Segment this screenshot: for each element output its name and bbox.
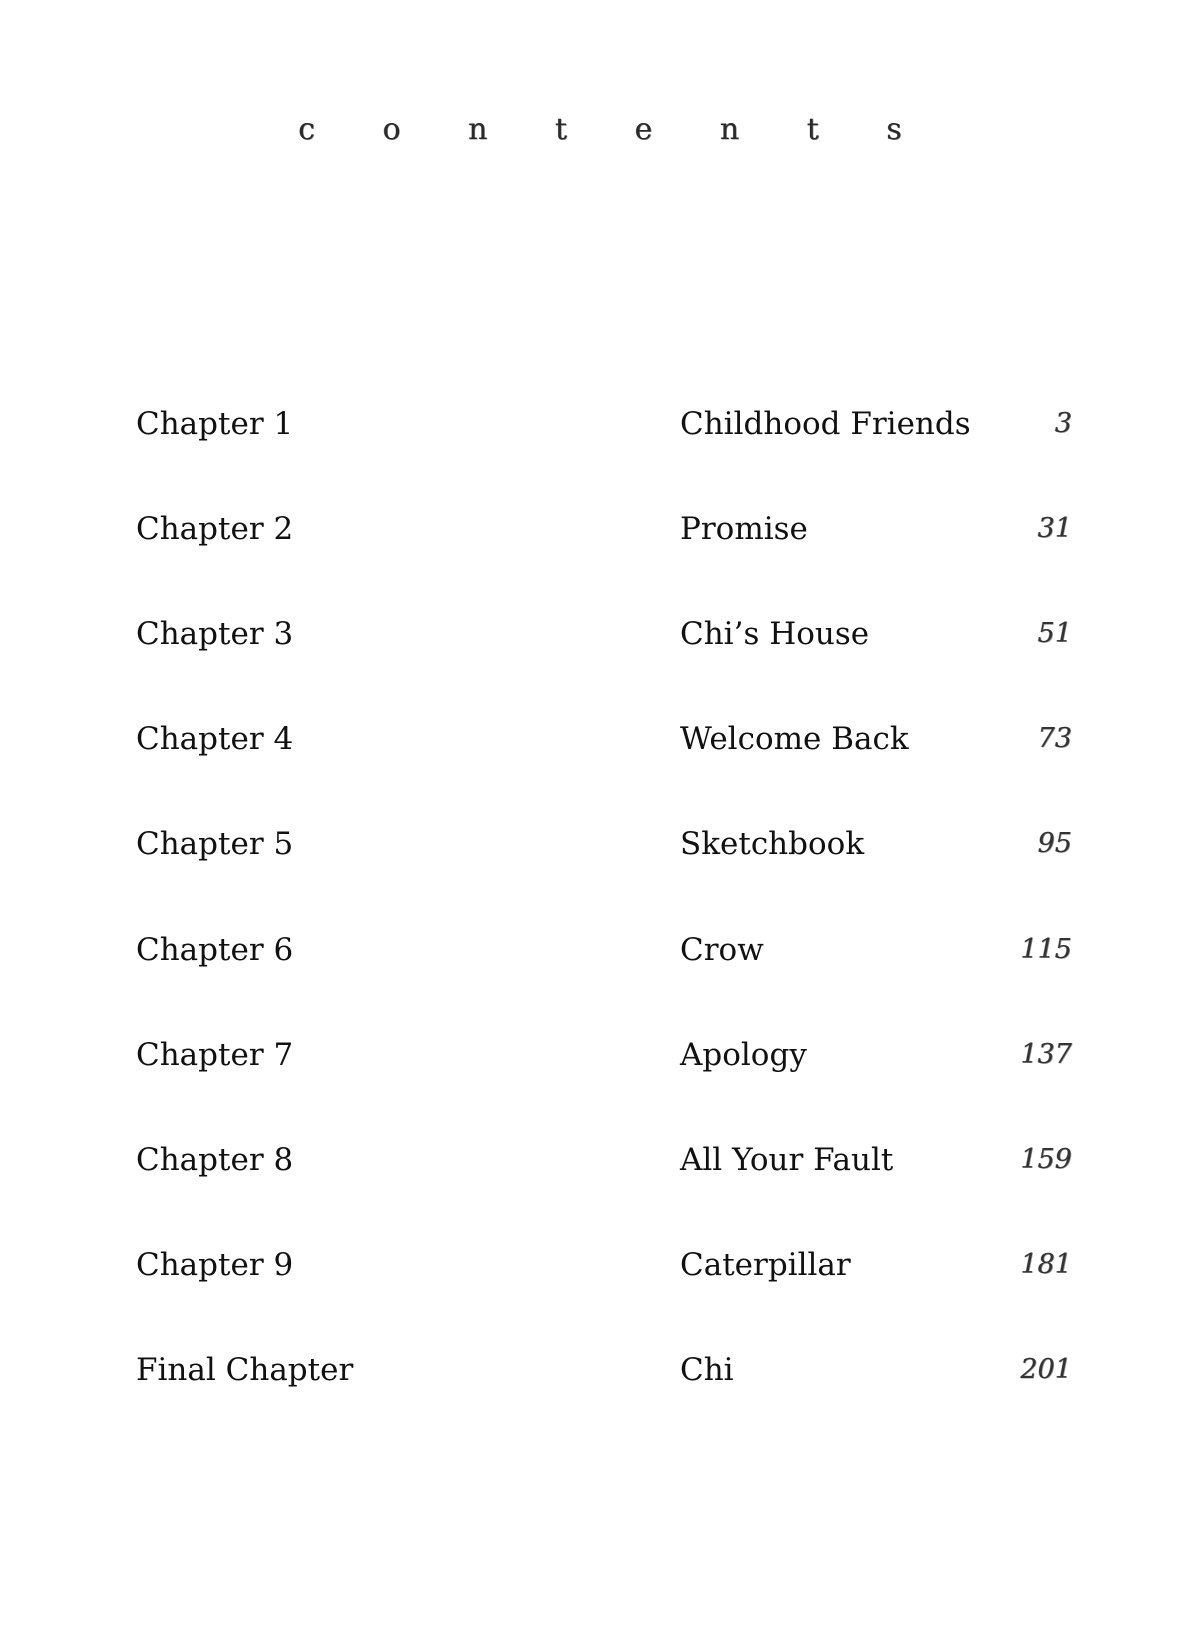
toc-entry[interactable] [0, 920, 1200, 980]
chapter-label: Chapter 9 [136, 1247, 294, 1283]
page-number: 181 [1020, 1249, 1072, 1280]
chapter-label: Chapter 3 [136, 616, 294, 652]
toc-entry[interactable] [0, 1235, 1200, 1295]
toc-entry[interactable] [0, 709, 1200, 769]
page-number: 95 [1037, 828, 1072, 859]
chapter-label: Final Chapter [136, 1352, 354, 1388]
page-number: 73 [1037, 723, 1072, 754]
chapter-title: Sketchbook [680, 826, 865, 862]
chapter-label: Chapter 7 [136, 1037, 294, 1073]
toc-entry[interactable] [0, 394, 1200, 454]
chapter-title: Crow [680, 932, 764, 968]
page-number: 137 [1020, 1039, 1072, 1070]
chapter-label: Chapter 4 [136, 721, 294, 757]
chapter-title: Promise [680, 511, 808, 547]
toc-entry[interactable] [0, 814, 1200, 874]
chapter-title: Caterpillar [680, 1247, 851, 1283]
page-number: 51 [1037, 618, 1072, 649]
toc-entry[interactable] [0, 1340, 1200, 1400]
page-title: c o n t e n t s [298, 112, 931, 147]
page-number: 3 [1054, 408, 1072, 439]
chapter-title: Apology [680, 1037, 807, 1073]
page-number: 159 [1020, 1144, 1072, 1175]
chapter-title: Childhood Friends [680, 406, 971, 442]
chapter-label: Chapter 5 [136, 826, 294, 862]
chapter-label: Chapter 8 [136, 1142, 294, 1178]
chapter-label: Chapter 2 [136, 511, 294, 547]
chapter-label: Chapter 1 [136, 406, 294, 442]
toc-entry[interactable] [0, 1025, 1200, 1085]
page-number: 115 [1020, 934, 1072, 965]
toc-entry[interactable] [0, 499, 1200, 559]
chapter-title: Chi’s House [680, 616, 870, 652]
toc-entry[interactable] [0, 1130, 1200, 1190]
page-number: 31 [1037, 513, 1072, 544]
chapter-title: Welcome Back [680, 721, 909, 757]
toc-entry[interactable] [0, 604, 1200, 664]
chapter-title: All Your Fault [680, 1142, 894, 1178]
chapter-label: Chapter 6 [136, 932, 294, 968]
page-number: 201 [1020, 1354, 1072, 1385]
chapter-title: Chi [680, 1352, 734, 1388]
